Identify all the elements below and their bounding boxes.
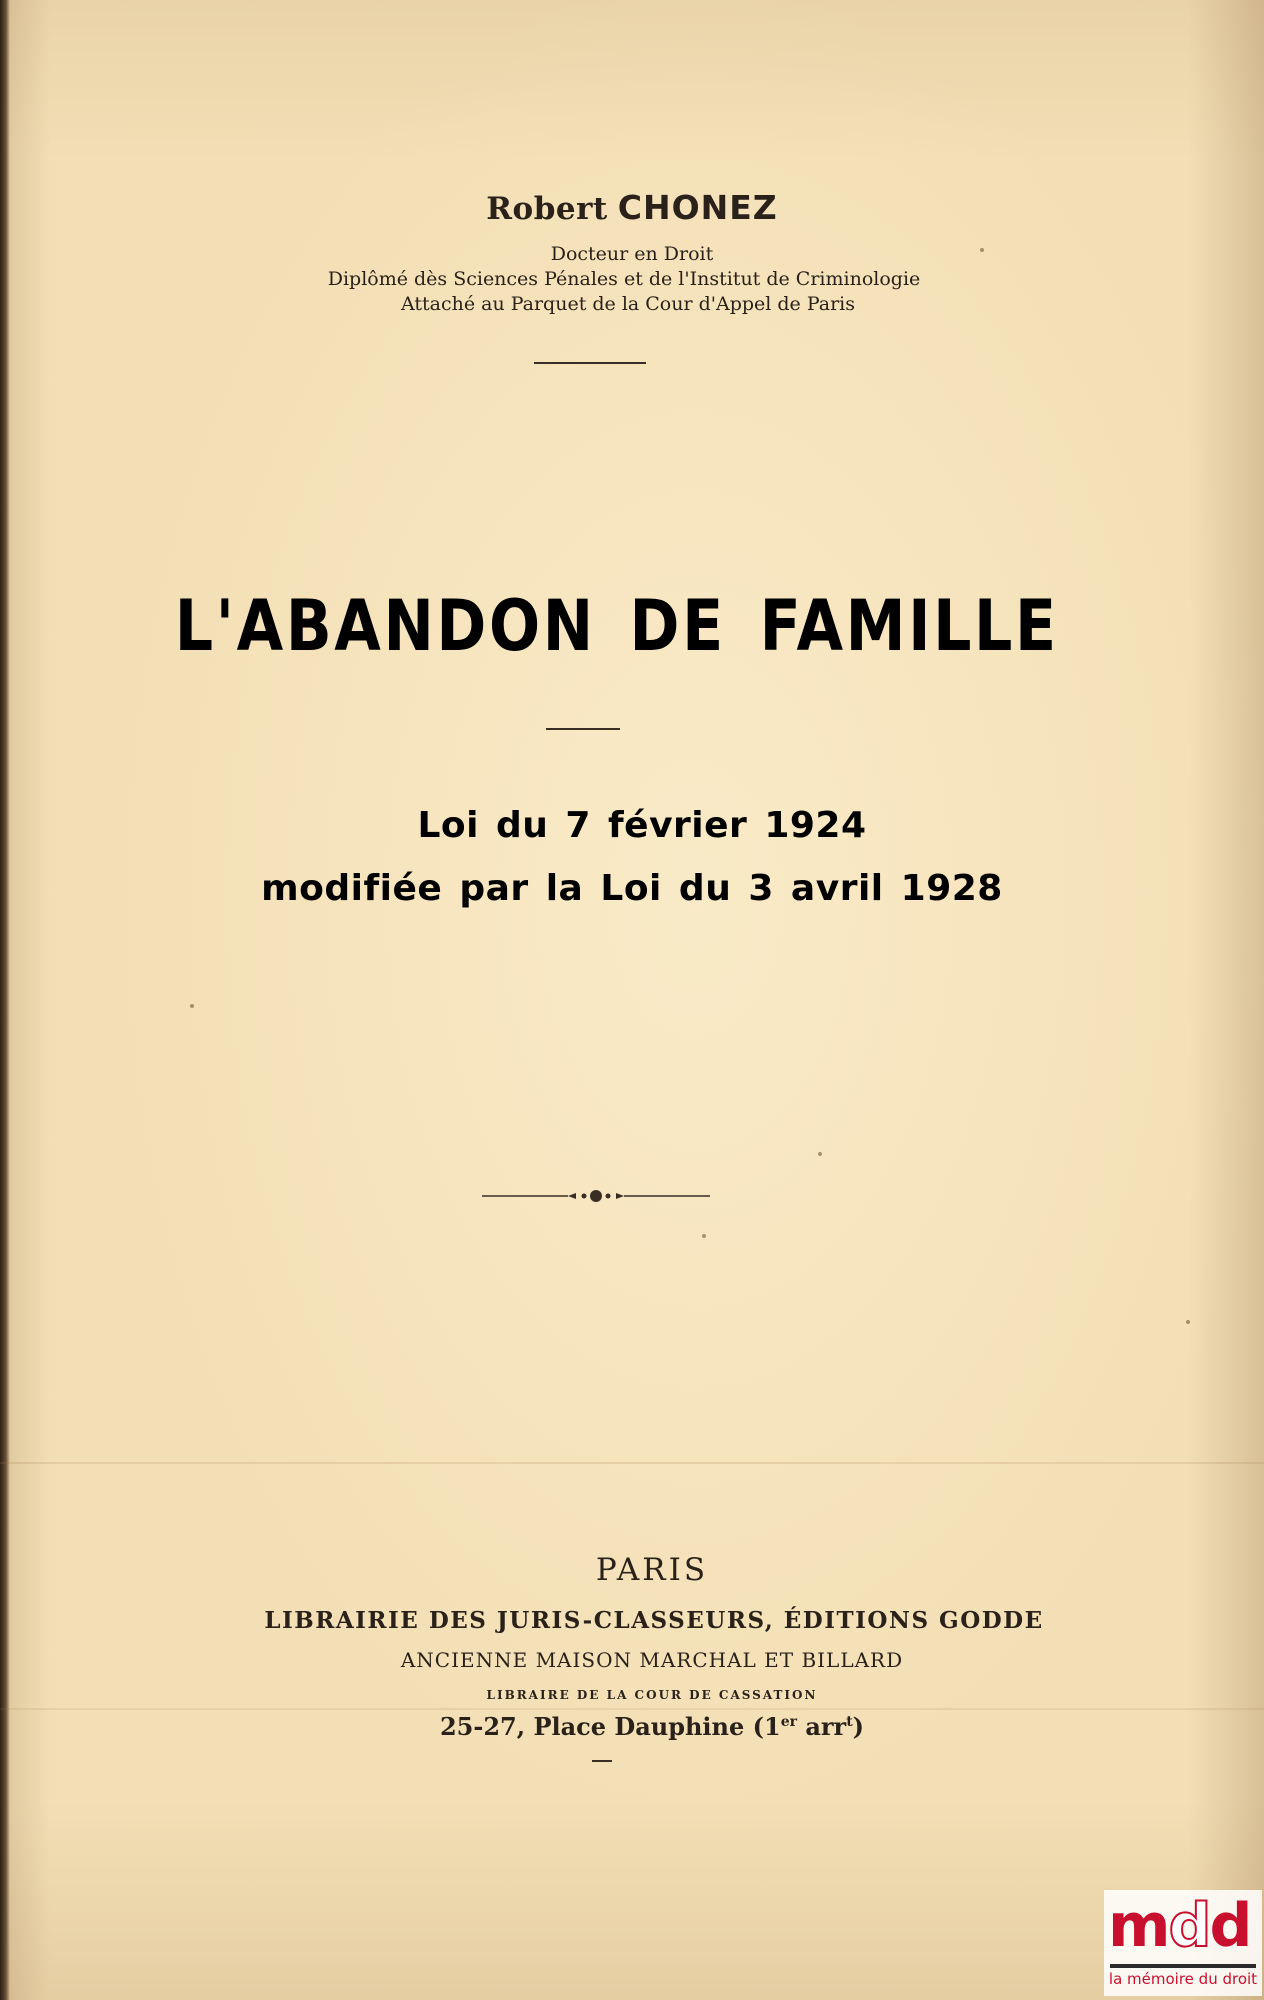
- paper-crease-lower: [0, 1708, 1264, 1710]
- paper-speck: [702, 1234, 706, 1238]
- divider-rule-bottom: [592, 1760, 612, 1762]
- author-credential-1: Docteur en Droit: [550, 243, 714, 265]
- author-first-name: Robert: [486, 191, 608, 227]
- address-text-3: ): [852, 1712, 865, 1741]
- author-last-name: CHONEZ: [617, 188, 778, 227]
- paper-speck: [818, 1152, 822, 1156]
- paper-crease: [0, 1462, 1264, 1464]
- logo-tagline: la mémoire du droit: [1108, 1970, 1258, 1988]
- publisher-former-house: ANCIENNE MAISON MARCHAL ET BILLARD: [400, 1648, 904, 1672]
- publisher-role: LIBRAIRE DE LA COUR DE CASSATION: [486, 1688, 818, 1702]
- author-credential-3: Attaché au Parquet de la Cour d'Appel de Paris: [400, 293, 856, 315]
- paper-speck: [980, 248, 984, 252]
- fleuron-divider-icon: [480, 1184, 712, 1208]
- subtitle-line-1: Loi du 7 février 1924: [417, 805, 867, 846]
- address-superscript-1: er: [780, 1714, 797, 1730]
- author-name: [0, 188, 1264, 227]
- mdd-logo: [1104, 1890, 1262, 1996]
- publisher-address: [20, 1712, 1264, 1741]
- publisher-city: PARIS: [595, 1552, 709, 1588]
- book-title: L'ABANDON DE FAMILLE: [174, 585, 1059, 667]
- divider-rule-middle: [546, 728, 620, 730]
- address-superscript-2: t: [846, 1714, 853, 1730]
- subtitle-line-2: modifiée par la Loi du 3 avril 1928: [261, 868, 1003, 909]
- divider-rule-top: [534, 362, 646, 364]
- paper-speck: [190, 1004, 194, 1008]
- logo-letters: mdd: [1108, 1891, 1251, 1961]
- author-credential-2: Diplômé dès Sciences Pénales et de l'Institut de Criminologie: [327, 268, 921, 290]
- address-text: 25-27, Place Dauphine (1: [439, 1712, 781, 1741]
- address-text-2: arr: [796, 1712, 847, 1741]
- paper-speck: [1186, 1320, 1190, 1324]
- publisher-name: LIBRAIRIE DES JURIS-CLASSEURS, ÉDITIONS GODDE: [264, 1607, 1044, 1634]
- logo-bar: [1110, 1964, 1256, 1968]
